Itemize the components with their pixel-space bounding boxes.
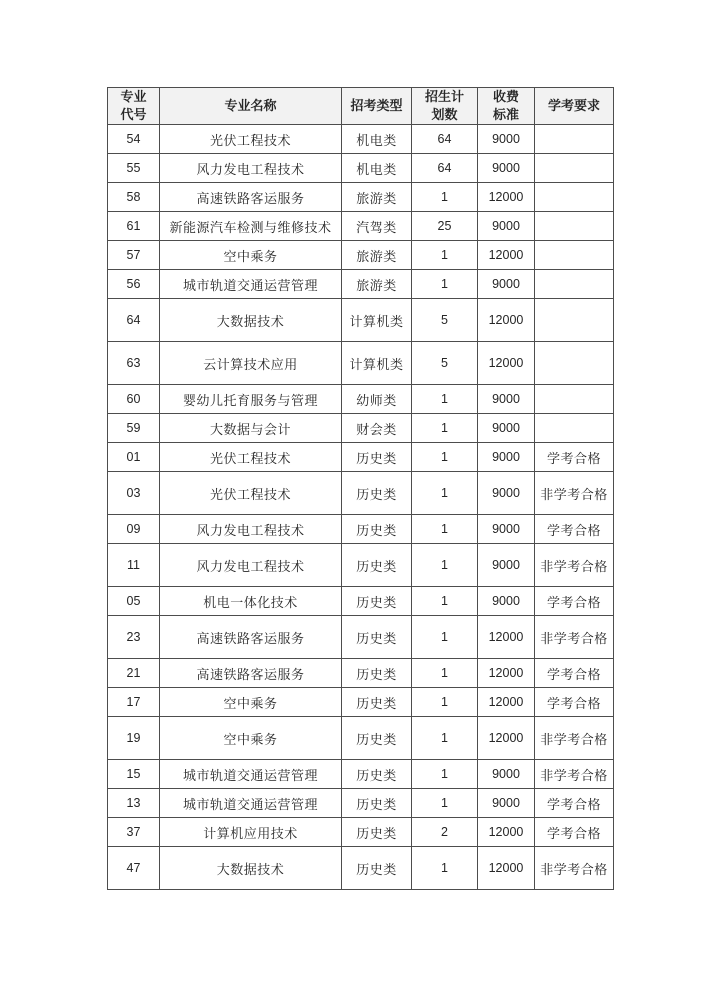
cell-plan-count: 1 [412,443,478,472]
table-row [108,183,614,212]
header-row [108,88,614,125]
cell-major-code: 09 [108,515,160,544]
cell-major-name: 空中乘务 [160,717,342,760]
cell-plan-count: 2 [412,818,478,847]
cell-plan-count: 5 [412,342,478,385]
cell-fee-standard: 9000 [478,154,535,183]
cell-plan-count: 1 [412,789,478,818]
cell-exam-type: 历史类 [342,616,412,659]
cell-major-name: 婴幼儿托育服务与管理 [160,385,342,414]
cell-plan-count: 1 [412,414,478,443]
cell-fee-standard: 9000 [478,789,535,818]
cell-major-code: 17 [108,688,160,717]
cell-major-code: 37 [108,818,160,847]
cell-plan-count: 25 [412,212,478,241]
cell-fee-standard: 12000 [478,183,535,212]
cell-fee-standard: 9000 [478,443,535,472]
cell-exam-type: 财会类 [342,414,412,443]
cell-fee-standard: 12000 [478,659,535,688]
cell-fee-standard: 9000 [478,760,535,789]
cell-major-code: 01 [108,443,160,472]
cell-exam-requirement [535,212,614,241]
cell-exam-requirement [535,342,614,385]
cell-exam-requirement [535,125,614,154]
cell-major-name: 机电一体化技术 [160,587,342,616]
table-row [108,212,614,241]
table-row [108,616,614,659]
cell-plan-count: 1 [412,688,478,717]
cell-fee-standard: 12000 [478,818,535,847]
cell-fee-standard: 9000 [478,587,535,616]
cell-plan-count: 1 [412,847,478,890]
cell-major-name: 空中乘务 [160,688,342,717]
cell-fee-standard: 12000 [478,342,535,385]
cell-plan-count: 64 [412,154,478,183]
cell-exam-type: 历史类 [342,847,412,890]
cell-major-name: 风力发电工程技术 [160,515,342,544]
cell-exam-requirement: 非学考合格 [535,847,614,890]
cell-major-code: 64 [108,299,160,342]
cell-major-code: 54 [108,125,160,154]
table-row [108,443,614,472]
cell-exam-type: 旅游类 [342,183,412,212]
cell-plan-count: 1 [412,241,478,270]
cell-major-code: 60 [108,385,160,414]
cell-exam-requirement: 非学考合格 [535,544,614,587]
cell-exam-type: 历史类 [342,587,412,616]
cell-exam-type: 汽驾类 [342,212,412,241]
cell-exam-type: 历史类 [342,472,412,515]
cell-fee-standard: 12000 [478,241,535,270]
table-row [108,241,614,270]
cell-major-code: 15 [108,760,160,789]
table-row [108,587,614,616]
table-row [108,125,614,154]
cell-fee-standard: 12000 [478,616,535,659]
table-row [108,688,614,717]
cell-fee-standard: 9000 [478,414,535,443]
header-major-code [108,88,160,125]
cell-major-name: 高速铁路客运服务 [160,183,342,212]
cell-exam-requirement: 学考合格 [535,789,614,818]
cell-fee-standard: 9000 [478,212,535,241]
table-body [108,125,614,890]
cell-major-code: 19 [108,717,160,760]
cell-exam-requirement [535,241,614,270]
table-row [108,414,614,443]
header-plan-count [412,88,478,125]
cell-plan-count: 64 [412,125,478,154]
table-row [108,717,614,760]
cell-exam-requirement: 学考合格 [535,818,614,847]
header-fee-standard [478,88,535,125]
cell-plan-count: 1 [412,659,478,688]
cell-major-code: 11 [108,544,160,587]
cell-major-code: 21 [108,659,160,688]
cell-major-code: 05 [108,587,160,616]
cell-exam-type: 旅游类 [342,241,412,270]
cell-exam-requirement [535,183,614,212]
cell-major-name: 光伏工程技术 [160,443,342,472]
cell-major-name: 大数据技术 [160,847,342,890]
cell-exam-requirement: 非学考合格 [535,760,614,789]
table-row [108,544,614,587]
cell-major-name: 计算机应用技术 [160,818,342,847]
cell-plan-count: 1 [412,717,478,760]
cell-major-name: 城市轨道交通运营管理 [160,270,342,299]
cell-fee-standard: 9000 [478,472,535,515]
cell-exam-requirement: 非学考合格 [535,616,614,659]
table-row [108,659,614,688]
header-exam-type [342,88,412,125]
cell-fee-standard: 12000 [478,688,535,717]
cell-exam-requirement: 学考合格 [535,443,614,472]
table-row [108,270,614,299]
cell-fee-standard: 9000 [478,515,535,544]
table-row [108,385,614,414]
table-row [108,472,614,515]
table-row [108,760,614,789]
cell-major-name: 城市轨道交通运营管理 [160,760,342,789]
cell-exam-type: 历史类 [342,789,412,818]
cell-major-name: 大数据与会计 [160,414,342,443]
cell-fee-standard: 9000 [478,125,535,154]
cell-exam-requirement: 学考合格 [535,659,614,688]
cell-exam-requirement [535,270,614,299]
cell-plan-count: 1 [412,183,478,212]
cell-exam-type: 历史类 [342,659,412,688]
header-exam-type-label: 招考类型 [350,97,403,113]
cell-major-code: 58 [108,183,160,212]
table-row [108,515,614,544]
cell-major-code: 56 [108,270,160,299]
cell-exam-type: 机电类 [342,125,412,154]
cell-exam-requirement [535,414,614,443]
cell-exam-requirement: 学考合格 [535,515,614,544]
cell-fee-standard: 12000 [478,847,535,890]
cell-plan-count: 1 [412,472,478,515]
cell-major-name: 风力发电工程技术 [160,544,342,587]
cell-major-code: 57 [108,241,160,270]
cell-fee-standard: 12000 [478,717,535,760]
cell-exam-type: 历史类 [342,818,412,847]
cell-exam-requirement [535,299,614,342]
cell-major-name: 大数据技术 [160,299,342,342]
cell-fee-standard: 9000 [478,270,535,299]
cell-major-code: 55 [108,154,160,183]
cell-major-name: 高速铁路客运服务 [160,659,342,688]
header-exam-requirement-label: 学考要求 [547,97,600,113]
cell-major-name: 新能源汽车检测与维修技术 [160,212,342,241]
admission-plan-table [107,87,614,890]
cell-exam-type: 历史类 [342,760,412,789]
cell-exam-type: 历史类 [342,544,412,587]
cell-major-name: 空中乘务 [160,241,342,270]
cell-major-name: 云计算技术应用 [160,342,342,385]
table-row [108,818,614,847]
cell-major-code: 23 [108,616,160,659]
cell-exam-requirement: 非学考合格 [535,717,614,760]
cell-exam-type: 机电类 [342,154,412,183]
cell-major-name: 高速铁路客运服务 [160,616,342,659]
cell-plan-count: 1 [412,760,478,789]
cell-plan-count: 1 [412,515,478,544]
table-header [108,88,614,125]
cell-plan-count: 1 [412,544,478,587]
cell-exam-type: 历史类 [342,688,412,717]
table-row [108,789,614,818]
header-exam-requirement [535,88,614,125]
table-row [108,342,614,385]
cell-exam-type: 旅游类 [342,270,412,299]
table-row [108,154,614,183]
cell-fee-standard: 12000 [478,299,535,342]
cell-major-name: 城市轨道交通运营管理 [160,789,342,818]
cell-exam-type: 计算机类 [342,342,412,385]
cell-major-code: 47 [108,847,160,890]
cell-exam-requirement: 学考合格 [535,688,614,717]
header-plan-count-label: 招生计划数 [425,89,465,122]
cell-fee-standard: 9000 [478,544,535,587]
cell-exam-type: 历史类 [342,443,412,472]
cell-plan-count: 5 [412,299,478,342]
table-row [108,847,614,890]
cell-major-code: 59 [108,414,160,443]
cell-major-code: 03 [108,472,160,515]
cell-exam-type: 计算机类 [342,299,412,342]
table-row [108,299,614,342]
header-major-name-label: 专业名称 [224,97,277,113]
cell-exam-requirement: 学考合格 [535,587,614,616]
header-fee-standard-label: 收费标准 [493,89,520,122]
cell-major-name: 光伏工程技术 [160,472,342,515]
cell-major-code: 13 [108,789,160,818]
header-major-name [160,88,342,125]
cell-exam-type: 幼师类 [342,385,412,414]
cell-plan-count: 1 [412,616,478,659]
cell-major-code: 63 [108,342,160,385]
cell-exam-type: 历史类 [342,717,412,760]
cell-fee-standard: 9000 [478,385,535,414]
header-major-code-label: 专业代号 [120,89,147,122]
cell-major-code: 61 [108,212,160,241]
cell-major-name: 风力发电工程技术 [160,154,342,183]
cell-plan-count: 1 [412,587,478,616]
cell-exam-requirement: 非学考合格 [535,472,614,515]
cell-exam-requirement [535,385,614,414]
cell-exam-type: 历史类 [342,515,412,544]
cell-major-name: 光伏工程技术 [160,125,342,154]
cell-exam-requirement [535,154,614,183]
cell-plan-count: 1 [412,385,478,414]
cell-plan-count: 1 [412,270,478,299]
